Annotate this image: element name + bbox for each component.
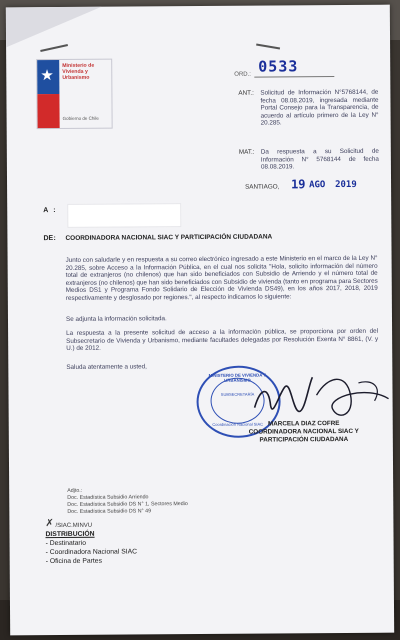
redacted-recipient xyxy=(67,203,181,228)
seal-bottom-text: Coordinación Nacional SIAC xyxy=(212,421,264,427)
distribution-item: - Destinatario xyxy=(45,539,87,548)
handwritten-signature xyxy=(246,365,394,426)
distribution-list xyxy=(45,529,245,566)
mat-label: MAT.: xyxy=(238,148,255,156)
attachments-list xyxy=(67,487,267,516)
initials-reference: /SIAC.MINVU xyxy=(55,522,93,530)
logo-red-block xyxy=(37,94,59,128)
ord-label: ORD.: xyxy=(234,71,251,78)
folded-corner xyxy=(6,7,102,48)
star-icon: ★ xyxy=(40,67,54,85)
seal-mid-text: SUBSECRETARÍA xyxy=(220,391,255,397)
distribution-item: - Coordinadora Nacional SIAC xyxy=(45,548,138,557)
attachments-label: Adjto.: xyxy=(67,487,83,494)
date-day-stamp: 19 xyxy=(291,177,306,192)
logo-subtitle: Gobierno de Chile xyxy=(62,115,99,121)
logo-line: Urbanismo xyxy=(62,74,90,81)
signatory-title: PARTICIPACIÓN CIUDADANA xyxy=(259,435,349,444)
from-label: DE xyxy=(43,235,54,243)
attachment-item: Doc. Estadística Subsidio DS N° 49 xyxy=(67,508,152,515)
handwritten-mark: ✗ xyxy=(45,518,54,530)
from-text: COORDINADORA NACIONAL SIAC Y PARTICIPACIÓN CIUDADANA xyxy=(65,233,273,242)
staple-mark xyxy=(256,44,280,50)
signatory-name: MARCELA DIAZ COFRE xyxy=(267,420,340,428)
signatory-block xyxy=(229,420,379,445)
ant-text: Solicitud de Información N°5768144, de fecha 08.08.2019, ingresada mediante Portal Consejo para la Transparencia, de acuerdo al artículo primero de la Ley N° 20.285. xyxy=(260,88,379,127)
logo-line: Vivienda y xyxy=(62,68,88,75)
distribution-title: DISTRIBUCIÓN xyxy=(45,530,95,539)
document-sheet xyxy=(6,5,394,636)
attachment-item: Doc. Estadística Subsidio DS N° 1, Sectores Medio xyxy=(67,501,188,508)
ord-number-stamp: 0533 xyxy=(258,57,299,76)
mat-text: Da respuesta a su Solicitud de Información N° 5768144 de fecha 08.08.2019. xyxy=(260,147,379,171)
attachment-item: Doc. Estadística Subsidio Arriendo xyxy=(67,494,149,501)
ministry-logo xyxy=(36,59,112,130)
date-year-stamp: 2019 xyxy=(335,179,357,191)
to-label: A xyxy=(43,207,49,215)
body-paragraph: La respuesta a la presente solicitud de acceso a la información pública, se proporciona por orden del Subsecretario de Vivienda y Urbanismo, mediante facultades delegadas por Resolución Exenta N° 8861, (V. y U.) de 2012. xyxy=(66,327,379,353)
ant-label: ANT.: xyxy=(238,89,254,97)
logo-line: Ministerio de xyxy=(62,62,95,69)
body-paragraph: Se adjunta la información solicitada. xyxy=(65,315,167,323)
distribution-item: - Oficina de Partes xyxy=(45,557,103,566)
ord-underline xyxy=(254,76,334,78)
staple-mark xyxy=(40,44,68,52)
place-label: SANTIAGO, xyxy=(245,183,280,191)
to-colon: : xyxy=(53,207,56,215)
seal-top-text: MINISTERIO DE VIVIENDA Y URBANISMO xyxy=(208,372,267,383)
from-colon: : xyxy=(53,235,56,243)
signatory-title: COORDINADORA NACIONAL SIAC Y xyxy=(248,427,359,436)
date-month-stamp: AGO xyxy=(309,180,326,191)
body-paragraph: Junto con saludarle y en respuesta a su correo electrónico ingresado a este Ministerio en el marco de la Ley N° 20.285, sobre Acceso a la Información Pública, en el cual nos solicita "Hola, solicito información del número total de extranjeros (no chilenos) que han sido beneficiados con Subsidio de Arriendo y el número total de extranjeros (no chilenos) que han sido beneficiados con Subsidio de vivienda (tanto en programa para Sectores Medios DS1 y Programa Fondo Solidario de Elección de Vivienda DS49), en los años 2017, 2018, 2019 respectivamente y desglosado por regiones.", al respecto indicamos lo siguiente: xyxy=(65,254,378,302)
logo-text xyxy=(62,63,110,81)
closing-line: Saluda atentamente a usted, xyxy=(66,363,147,371)
